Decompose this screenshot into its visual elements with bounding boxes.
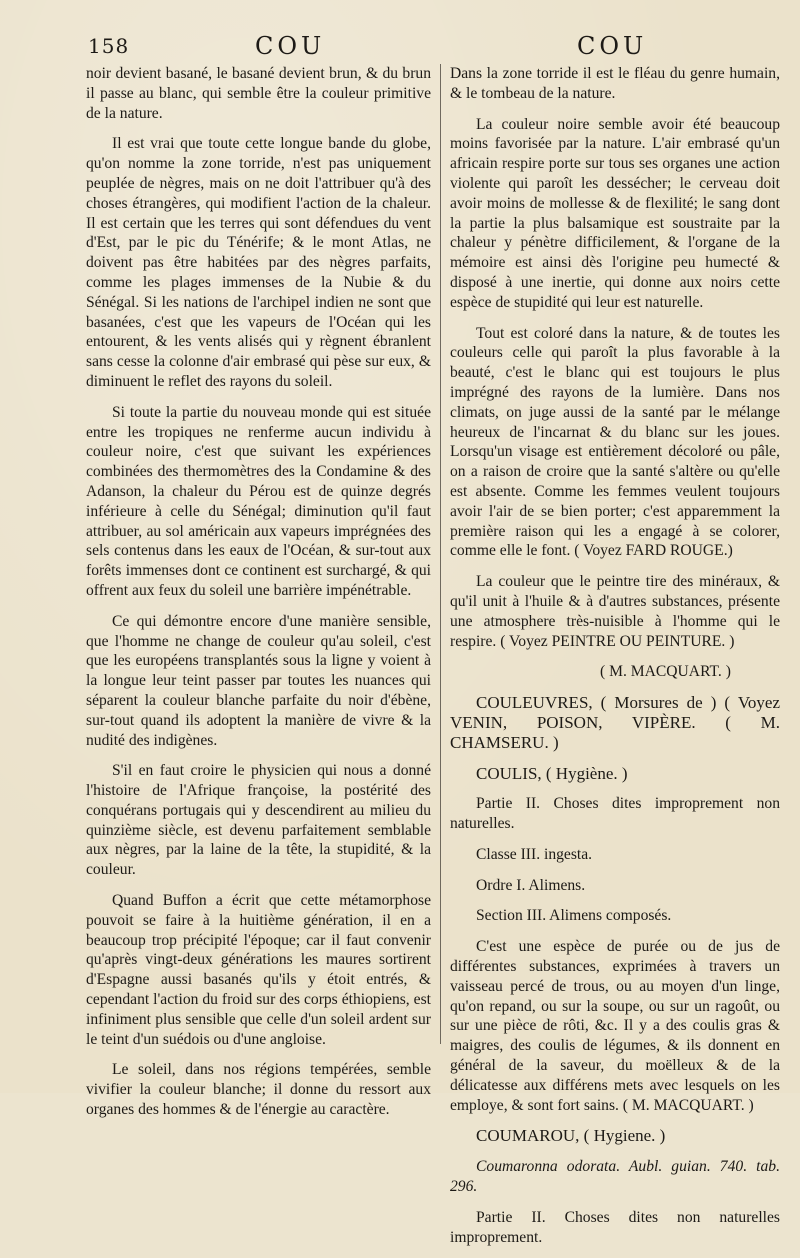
entry-heading: COULIS, ( Hygiène. ): [476, 763, 628, 783]
paragraph: Le soleil, dans nos régions tempérées, semble vivifier la couleur blanche; il donne du ressort aux organes des hommes & de l'énergie au caractère.: [86, 1061, 431, 1119]
botanical-reference: Coumaronna odorata. Aubl. guian. 740. tab. 296.: [450, 1158, 780, 1196]
entry-heading: COUMAROU, ( Hygiene. ): [476, 1126, 666, 1146]
classification-line: Section III. Alimens composés.: [476, 907, 672, 925]
paragraph: La couleur noire semble avoir été beaucoup moins favorisée par la nature. L'air embrasé qu'un africain respire porte sur tous ses organes une action violente qui paroît les dessécher; le cerveau doit avoir moins de mollesse & de flexilité; le sang dont la partie la plus balsamique est soustraite par la chaleur y pénètre difficilement, & l'organe de la mémoire est ainsi dès l'origine peu humecté & disposé à une inertie, qui donne aux noirs cette espèce de stupidité qui leur est naturelle.: [450, 115, 780, 311]
paragraph: C'est une espèce de purée ou de jus de différentes substances, exprimées à travers un vaisseau percé de trous, ou au moyen d'un linge, qu'on repand, ou sur la soupe, ou sur un ragoût, ou sur une pièce de rôti, &c. Il y a des coulis gras & maigres, des coulis de légumes, & ils donnent en général de la saveur, du moëlleux & de la délicatesse aux différens mets avec lesquels on les employe, & sont fort sains. ( M. MACQUART. ): [450, 938, 780, 1114]
author-citation: ( M. MACQUART. ): [600, 663, 731, 681]
left-column: [86, 64, 431, 1131]
running-head-right: COU: [577, 32, 648, 60]
paragraph: Quand Buffon a écrit que cette métamorphose pouvoit se faire à la huitième génération, il en a beaucoup trop précipité l'époque; car il faut convenir qu'après vingt-deux générations les maures sortirent d'Espagne aussi basanés qu'ils y étoit entrés, & cependant l'action du froid sur des corps éthiopiens, est infiniment plus sensible que celle d'un soleil ardent sur le teint d'un suédois ou d'une angloise.: [86, 892, 431, 1048]
paragraph: Tout est coloré dans la nature, & de toutes les couleurs celle qui paroît la plus favorable à la beauté, c'est le blanc qui est toujours le plus imprégné des rayons de la lumière. Dans nos climats, on juge aussi de la santé par le mélange heureux de l'incarnat & du blanc sur les joues. Lorsqu'un visage est entièrement décoloré ou pâle, on a raison de croire que la santé s'altère ou qu'elle est absente. Comme les femmes veulent toujours avoir l'air de se bien porter; c'est apparemment la première raison qui les a engagé à se colorer, comme elle le font. ( Voyez FARD ROUGE.): [450, 324, 780, 560]
paragraph: La couleur que le peintre tire des minéraux, & qu'il unit à l'huile & à d'autres substances, présente une atmosphere très-nuisible à l'homme qui le respire. ( Voyez PEINTRE OU PEINTURE. ): [450, 573, 780, 650]
classification-line: Partie II. Choses dites improprement non naturelles.: [450, 795, 780, 833]
paragraph: noir devient basané, le basané devient brun, & du brun il passe au blanc, qui semble être la couleur primitive de la nature.: [86, 65, 431, 122]
classification-line: Classe III. ingesta.: [476, 845, 593, 863]
paragraph: Ce qui démontre encore d'une manière sensible, que l'homme ne change de couleur qu'au soleil, c'est que les européens transplantés sous la ligne y voient à la longue leur teint passer par toutes les nuances qui séparent la couleur blanche parfaite du noir d'ébène, sur-tout quand ils adoptent la manière de vivre & la nudité des indigènes.: [86, 612, 431, 749]
paragraph: Dans la zone torride il est le fléau du genre humain, & le tombeau de la nature.: [450, 65, 780, 102]
column-divider: [440, 64, 441, 1044]
classification-line: Ordre I. Alimens.: [476, 876, 586, 894]
entry-heading: COULEUVRES, ( Morsures de ) ( Voyez VENIN, POISON, VIPÈRE. ( M. CHAMSERU. ): [450, 693, 780, 752]
paragraph: Si toute la partie du nouveau monde qui est située entre les tropiques ne renferme aucun individu à couleur noire, c'est que suivant les expériences combinées des thermomètres des la Condamine & des Adanson, la chaleur du Pérou est de quinze degrés inférieure à celle du Sénégal; diminution qu'il faut attribuer, au sol américain aux vapeurs imprégnées des sels contenus dans les eaux de l'Océan, & sur-tout aux forêts immenses dont ce continent est surchargé, & qui offrent aux feux du soleil une barrière impénétrable.: [86, 403, 431, 599]
page-number: 158: [88, 34, 130, 58]
paragraph: S'il en faut croire le physicien qui nous a donné l'histoire de l'Afrique françoise, la postérité des conquérans portugais qui y descendirent au milieu du quinzième siècle, est devenu parfaitement semblable aux nègres, par la laine de la tête, la stupidité, & la couleur.: [86, 762, 431, 879]
running-head-left: COU: [255, 32, 326, 60]
right-column: [450, 64, 780, 1258]
classification-line: Partie II. Choses dites non naturelles improprement.: [450, 1208, 780, 1246]
paragraph: Il est vrai que toute cette longue bande du globe, qu'on nomme la zone torride, n'est pas uniquement peuplée de nègres, mais on ne doit l'attribuer qu'à des choses étrangères, qui modifient l'action de la chaleur. Il est certain que les terres qui sont défendues du vent d'Est, par le pic du Ténérife; & le mont Atlas, ne doivent pas être habitées par des nègres parfaits, comme les plages immenses de la Nubie & du Sénégal. Si les nations de l'archipel indien ne sont que basanées, c'est que les vapeurs de l'Océan qui les entourent, & les vents alisés qui y règnent ébranlent sans cesse la colonne d'air embrasé qui pèse sur eux, & diminuent le reflet des rayons du soleil.: [86, 135, 431, 390]
